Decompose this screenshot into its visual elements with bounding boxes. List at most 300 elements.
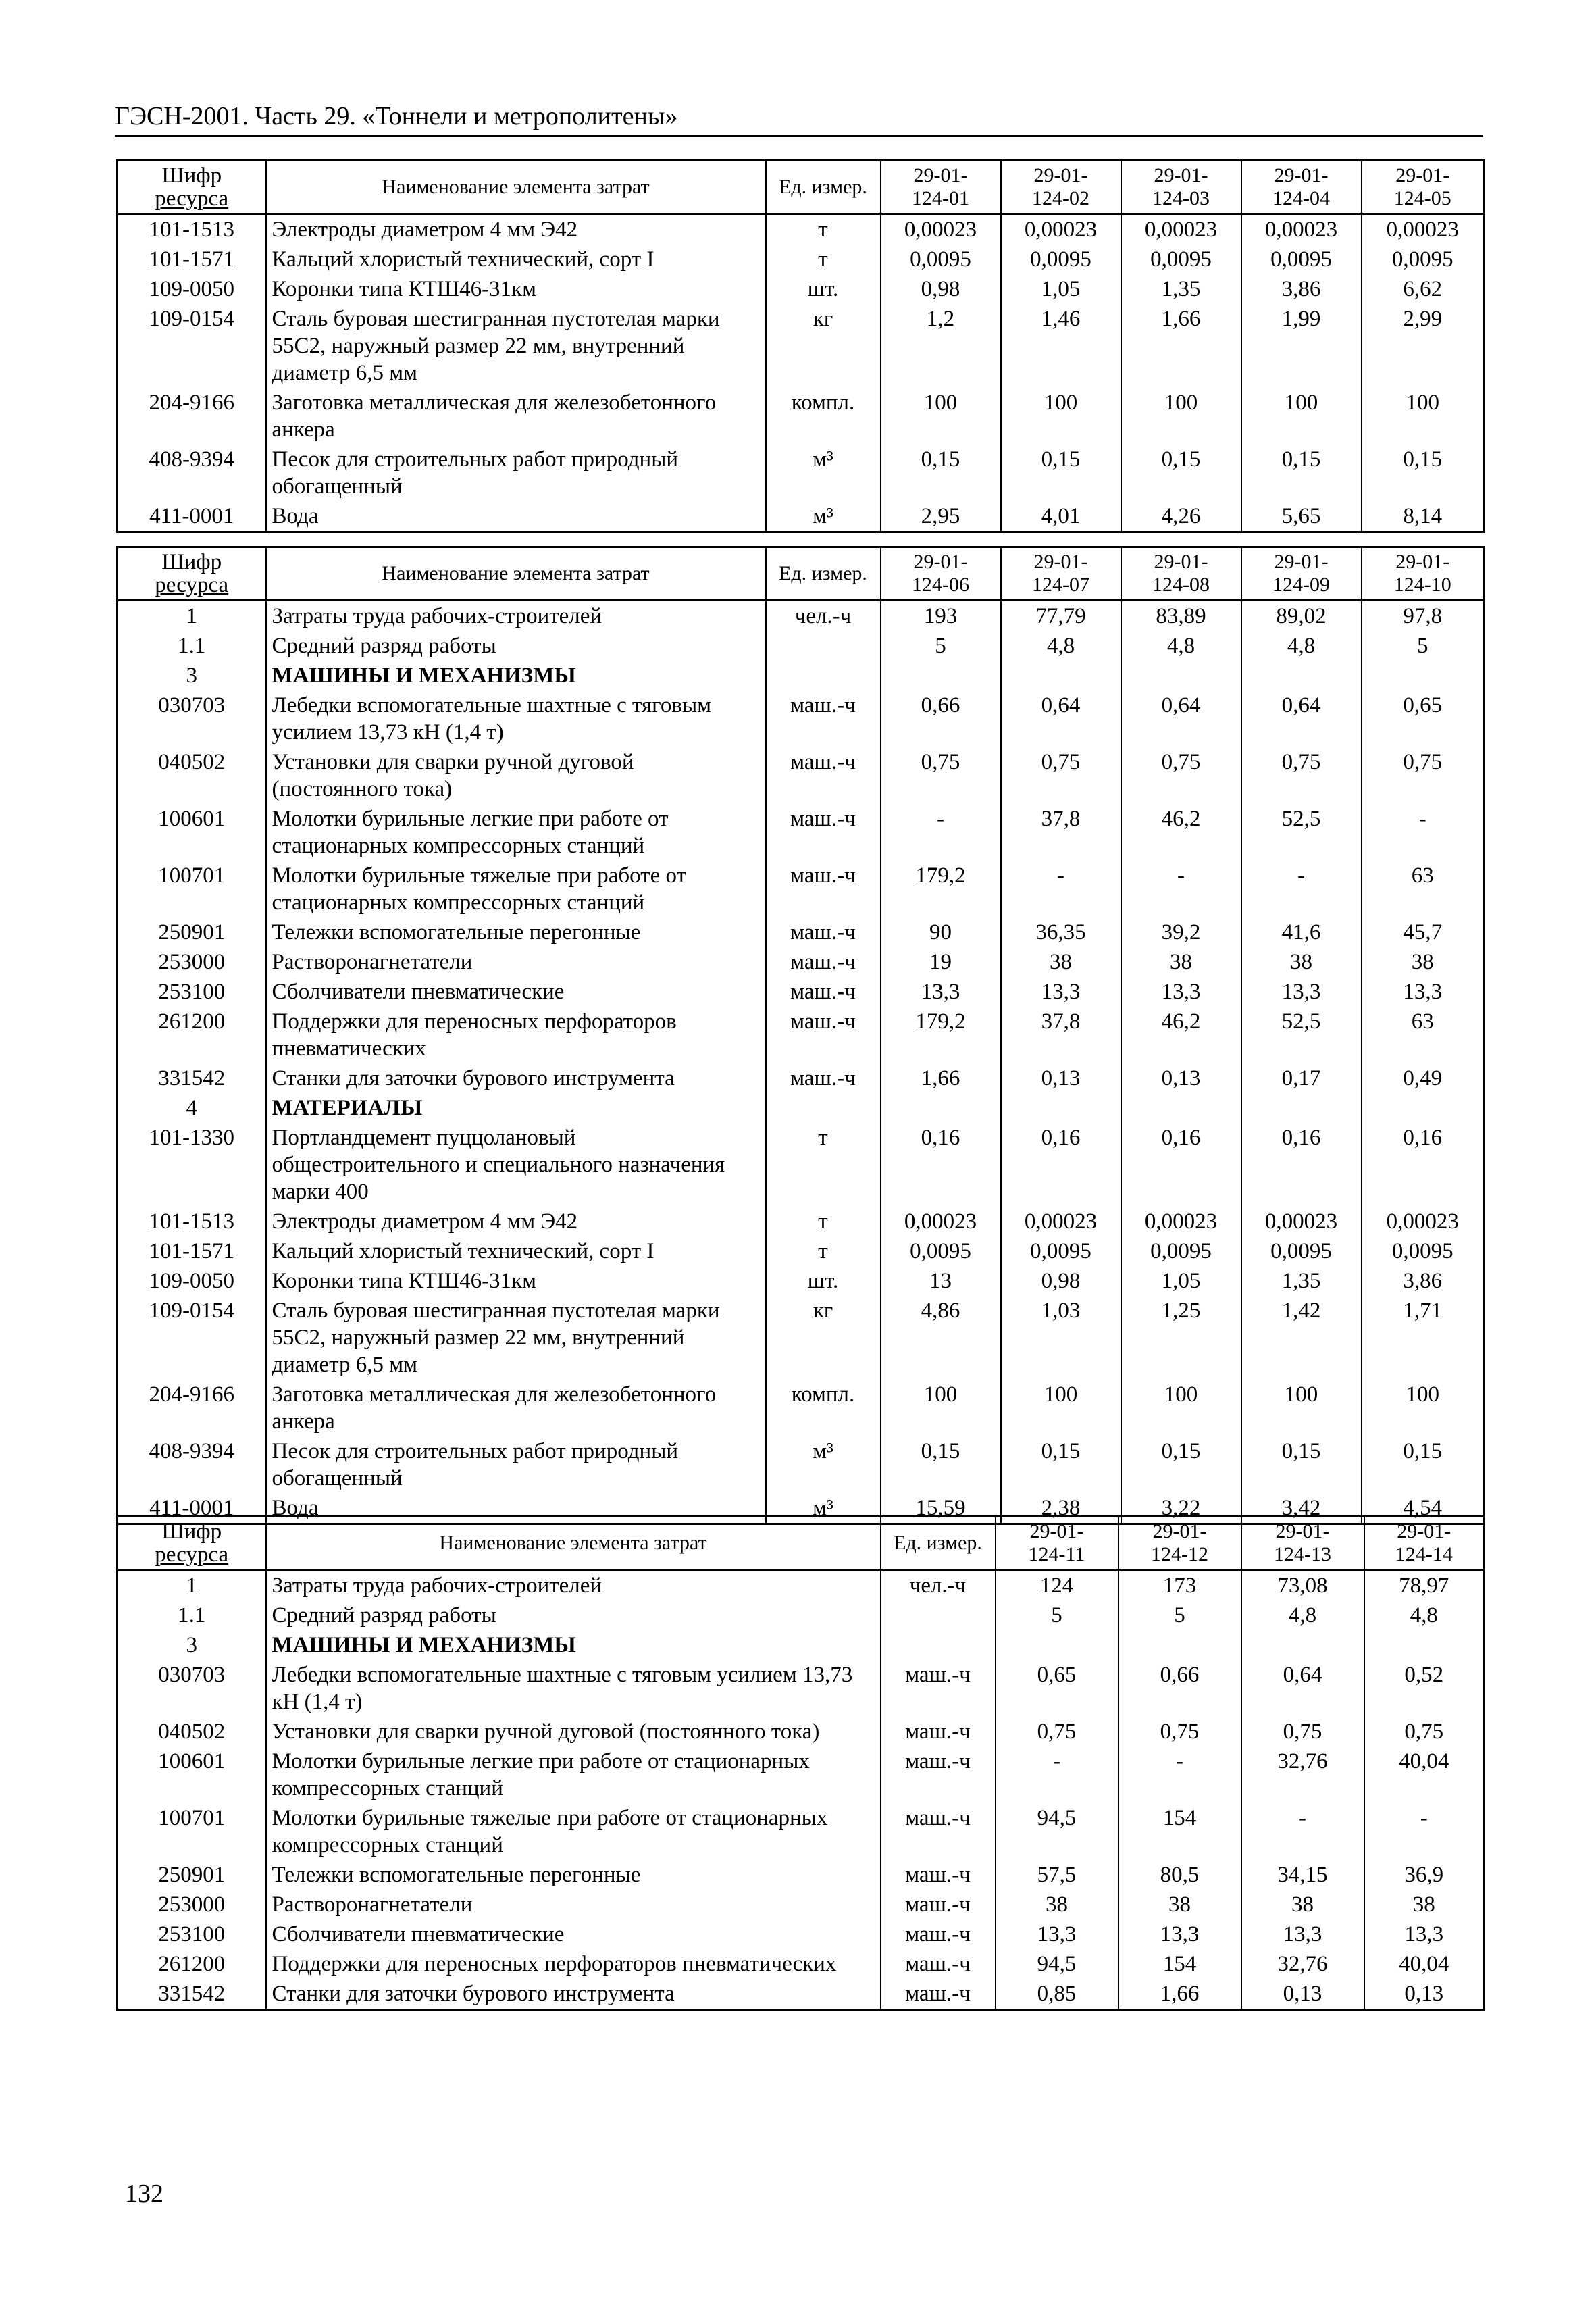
unit: кг xyxy=(766,1296,881,1380)
header-resource-code xyxy=(118,547,266,601)
page-header: ГЭСН-2001. Часть 29. «Тоннели и метрополитены» xyxy=(115,101,1483,137)
header-resource-code xyxy=(118,161,266,214)
value-cell: 0,65 xyxy=(1362,690,1485,747)
table-row xyxy=(118,631,1485,661)
value-cell: 46,2 xyxy=(1121,1007,1241,1063)
value-cell: 0,52 xyxy=(1364,1660,1485,1717)
header-norm-code xyxy=(881,547,1001,601)
header-norm-code xyxy=(1118,1517,1241,1570)
value-cell: 2,99 xyxy=(1362,304,1485,388)
norm-code-line1: 29-01- xyxy=(913,164,968,186)
norm-code-line2: 124-12 xyxy=(1151,1543,1208,1565)
element-name: Средний разряд работы xyxy=(266,631,766,661)
value-cell: 94,5 xyxy=(996,1949,1118,1979)
table-row xyxy=(118,1717,1485,1746)
value-cell: 4,54 xyxy=(1362,1493,1485,1524)
value-cell: 73,08 xyxy=(1241,1570,1364,1601)
element-name: Кальций хлористый технический, сорт I xyxy=(266,245,766,274)
value-cell: 2,95 xyxy=(881,501,1001,532)
norm-code-line2: 124-01 xyxy=(912,187,969,209)
header-code-line2: ресурса xyxy=(155,186,229,211)
value-cell: 15,59 xyxy=(881,1493,1001,1524)
resource-code: 408-9394 xyxy=(118,445,266,501)
value-cell xyxy=(1121,1093,1241,1123)
header-norm-code xyxy=(1001,547,1121,601)
table-row xyxy=(118,1979,1485,2010)
unit: маш.-ч xyxy=(766,861,881,917)
value-cell: 0,0095 xyxy=(1001,1236,1121,1266)
element-name: Сболчиватели пневматические xyxy=(266,977,766,1007)
resource-code: 253100 xyxy=(118,977,266,1007)
norm-code-line2: 124-09 xyxy=(1272,574,1330,596)
value-cell: 1,25 xyxy=(1121,1296,1241,1380)
value-cell: - xyxy=(881,804,1001,861)
resource-code: 1.1 xyxy=(118,1601,266,1630)
value-cell xyxy=(1001,1093,1121,1123)
unit: чел.-ч xyxy=(881,1570,996,1601)
norm-code-line2: 124-07 xyxy=(1032,574,1089,596)
header-code-line1: Шифр xyxy=(161,1519,222,1544)
value-cell: 0,13 xyxy=(1121,1063,1241,1093)
value-cell: 2,38 xyxy=(1001,1493,1121,1524)
element-name: Молотки бурильные тяжелые при работе от стационарных компрессорных станций xyxy=(266,861,766,917)
value-cell: 0,75 xyxy=(1001,747,1121,804)
value-cell: 0,75 xyxy=(1241,747,1362,804)
value-cell: 4,8 xyxy=(1241,631,1362,661)
header-norm-code xyxy=(881,161,1001,214)
unit: маш.-ч xyxy=(881,1660,996,1717)
value-cell: - xyxy=(1362,804,1485,861)
value-cell: 63 xyxy=(1362,1007,1485,1063)
value-cell: 4,8 xyxy=(1241,1601,1364,1630)
unit xyxy=(766,1093,881,1123)
value-cell: 179,2 xyxy=(881,1007,1001,1063)
element-name: Песок для строительных работ природный обогащенный xyxy=(266,1436,766,1493)
unit: м³ xyxy=(766,445,881,501)
value-cell: 0,0095 xyxy=(881,1236,1001,1266)
value-cell xyxy=(881,661,1001,690)
value-cell: 0,98 xyxy=(1001,1266,1121,1296)
table-row xyxy=(118,1660,1485,1717)
value-cell: 0,0095 xyxy=(1121,1236,1241,1266)
table-row xyxy=(118,947,1485,977)
header-element-name: Наименование элемента затрат xyxy=(266,161,766,214)
table-row xyxy=(118,445,1485,501)
resource-table-2 xyxy=(116,546,1485,1525)
value-cell: 0,00023 xyxy=(1001,214,1121,245)
value-cell: 124 xyxy=(996,1570,1118,1601)
norm-code-line1: 29-01- xyxy=(1274,551,1329,573)
header-unit: Ед. измер. xyxy=(881,1517,996,1570)
unit: маш.-ч xyxy=(766,690,881,747)
value-cell: 89,02 xyxy=(1241,601,1362,632)
section-row xyxy=(118,1630,1485,1660)
resource-code: 331542 xyxy=(118,1063,266,1093)
unit: маш.-ч xyxy=(881,1860,996,1890)
table-row xyxy=(118,1890,1485,1919)
resource-code: 101-1513 xyxy=(118,1207,266,1236)
value-cell: 94,5 xyxy=(996,1803,1118,1860)
value-cell: 32,76 xyxy=(1241,1949,1364,1979)
unit: маш.-ч xyxy=(881,1803,996,1860)
table-row xyxy=(118,1570,1485,1601)
table-row xyxy=(118,1803,1485,1860)
resource-code: 030703 xyxy=(118,690,266,747)
resource-code: 030703 xyxy=(118,1660,266,1717)
value-cell: 0,0095 xyxy=(1362,245,1485,274)
resource-code: 3 xyxy=(118,1630,266,1660)
value-cell xyxy=(1362,661,1485,690)
value-cell: 0,0095 xyxy=(1241,245,1362,274)
value-cell: 0,75 xyxy=(996,1717,1118,1746)
value-cell: 13,3 xyxy=(1118,1919,1241,1949)
value-cell: 3,42 xyxy=(1241,1493,1362,1524)
norm-code-line2: 124-02 xyxy=(1032,187,1089,209)
element-name: Установки для сварки ручной дуговой (постоянного тока) xyxy=(266,1717,881,1746)
value-cell: 0,64 xyxy=(1121,690,1241,747)
element-name: Тележки вспомогательные перегонные xyxy=(266,917,766,947)
value-cell: 154 xyxy=(1118,1803,1241,1860)
resource-code: 204-9166 xyxy=(118,1380,266,1436)
value-cell: 39,2 xyxy=(1121,917,1241,947)
resource-code: 411-0001 xyxy=(118,1493,266,1524)
value-cell xyxy=(1241,661,1362,690)
resource-code: 040502 xyxy=(118,1717,266,1746)
value-cell: 5 xyxy=(1118,1601,1241,1630)
value-cell: 0,00023 xyxy=(1121,1207,1241,1236)
unit: компл. xyxy=(766,1380,881,1436)
value-cell: - xyxy=(996,1746,1118,1803)
resource-code: 261200 xyxy=(118,1949,266,1979)
value-cell: 37,8 xyxy=(1001,804,1121,861)
resource-code: 109-0050 xyxy=(118,274,266,304)
value-cell: 0,16 xyxy=(1241,1123,1362,1207)
value-cell: 0,75 xyxy=(1362,747,1485,804)
resource-table-3 xyxy=(116,1515,1485,2011)
element-name: Коронки типа КТШ46-31км xyxy=(266,274,766,304)
resource-code: 101-1330 xyxy=(118,1123,266,1207)
norm-code-line1: 29-01- xyxy=(1395,551,1450,573)
value-cell: 154 xyxy=(1118,1949,1241,1979)
value-cell: 100 xyxy=(1121,388,1241,445)
value-cell: 1,2 xyxy=(881,304,1001,388)
value-cell: 0,15 xyxy=(881,1436,1001,1493)
value-cell: 0,85 xyxy=(996,1979,1118,2010)
unit: шт. xyxy=(766,274,881,304)
table-row xyxy=(118,861,1485,917)
value-cell: 1,05 xyxy=(1121,1266,1241,1296)
element-name: МАШИНЫ И МЕХАНИЗМЫ xyxy=(266,1630,881,1660)
value-cell xyxy=(1241,1093,1362,1123)
resource-code: 1 xyxy=(118,601,266,632)
element-name: Электроды диаметром 4 мм Э42 xyxy=(266,1207,766,1236)
table-row xyxy=(118,917,1485,947)
value-cell xyxy=(1364,1630,1485,1660)
value-cell: 38 xyxy=(996,1890,1118,1919)
element-name: Поддержки для переносных перфораторов пневматических xyxy=(266,1007,766,1063)
value-cell: 1,66 xyxy=(881,1063,1001,1093)
element-name: Кальций хлористый технический, сорт I xyxy=(266,1236,766,1266)
value-cell: 4,8 xyxy=(1001,631,1121,661)
value-cell: 100 xyxy=(1001,1380,1121,1436)
table-row xyxy=(118,690,1485,747)
element-name: Заготовка металлическая для железобетонного анкера xyxy=(266,388,766,445)
value-cell: 78,97 xyxy=(1364,1570,1485,1601)
element-name: Сболчиватели пневматические xyxy=(266,1919,881,1949)
value-cell: 97,8 xyxy=(1362,601,1485,632)
header-norm-code xyxy=(996,1517,1118,1570)
unit: маш.-ч xyxy=(881,1746,996,1803)
element-name: Затраты труда рабочих-строителей xyxy=(266,1570,881,1601)
value-cell: 3,22 xyxy=(1121,1493,1241,1524)
resource-code: 109-0154 xyxy=(118,304,266,388)
header-norm-code xyxy=(1001,161,1121,214)
value-cell: 100 xyxy=(1362,1380,1485,1436)
resource-code: 3 xyxy=(118,661,266,690)
value-cell: 6,62 xyxy=(1362,274,1485,304)
element-name: Растворонагнетатели xyxy=(266,947,766,977)
resource-code: 408-9394 xyxy=(118,1436,266,1493)
value-cell: 1,35 xyxy=(1241,1266,1362,1296)
value-cell: 1,99 xyxy=(1241,304,1362,388)
header-norm-code xyxy=(1121,547,1241,601)
norm-code-line2: 124-03 xyxy=(1152,187,1210,209)
value-cell: - xyxy=(1364,1803,1485,1860)
value-cell: 13 xyxy=(881,1266,1001,1296)
header-code-line2: ресурса xyxy=(155,573,229,597)
resource-code: 261200 xyxy=(118,1007,266,1063)
value-cell: 0,49 xyxy=(1362,1063,1485,1093)
unit xyxy=(881,1601,996,1630)
resource-code: 1.1 xyxy=(118,631,266,661)
value-cell: - xyxy=(1241,1803,1364,1860)
table-row xyxy=(118,747,1485,804)
resource-code: 100701 xyxy=(118,861,266,917)
header-unit: Ед. измер. xyxy=(766,161,881,214)
value-cell: 4,8 xyxy=(1364,1601,1485,1630)
table-row xyxy=(118,1207,1485,1236)
table-header-row xyxy=(118,161,1485,214)
unit: маш.-ч xyxy=(766,1063,881,1093)
unit: маш.-ч xyxy=(766,804,881,861)
value-cell: 0,0095 xyxy=(881,245,1001,274)
unit xyxy=(766,631,881,661)
value-cell: 83,89 xyxy=(1121,601,1241,632)
unit: кг xyxy=(766,304,881,388)
table-row xyxy=(118,1746,1485,1803)
header-norm-code xyxy=(1362,161,1485,214)
value-cell: 0,00023 xyxy=(1001,1207,1121,1236)
unit xyxy=(766,661,881,690)
table-row xyxy=(118,1063,1485,1093)
norm-code-line1: 29-01- xyxy=(1154,551,1208,573)
unit: м³ xyxy=(766,1493,881,1524)
unit: м³ xyxy=(766,501,881,532)
value-cell xyxy=(1001,661,1121,690)
value-cell: 0,15 xyxy=(1001,445,1121,501)
norm-code-line2: 124-14 xyxy=(1395,1543,1453,1565)
value-cell: 0,0095 xyxy=(1121,245,1241,274)
resource-code: 250901 xyxy=(118,917,266,947)
value-cell: 0,75 xyxy=(1241,1717,1364,1746)
element-name: МАТЕРИАЛЫ xyxy=(266,1093,766,1123)
resource-code: 109-0050 xyxy=(118,1266,266,1296)
value-cell: 1,46 xyxy=(1001,304,1121,388)
resource-code: 100701 xyxy=(118,1803,266,1860)
norm-code-line1: 29-01- xyxy=(1152,1520,1207,1542)
norm-code-line1: 29-01- xyxy=(1397,1520,1451,1542)
value-cell: 36,35 xyxy=(1001,917,1121,947)
section-row xyxy=(118,661,1485,690)
value-cell: 0,17 xyxy=(1241,1063,1362,1093)
value-cell: 1,03 xyxy=(1001,1296,1121,1380)
value-cell: - xyxy=(1241,861,1362,917)
table-row xyxy=(118,1860,1485,1890)
value-cell: 0,75 xyxy=(881,747,1001,804)
value-cell: 0,66 xyxy=(881,690,1001,747)
resource-code: 250901 xyxy=(118,1860,266,1890)
resource-code: 101-1571 xyxy=(118,245,266,274)
table-row xyxy=(118,1123,1485,1207)
element-name: Установки для сварки ручной дуговой (постоянного тока) xyxy=(266,747,766,804)
unit: маш.-ч xyxy=(881,1949,996,1979)
value-cell: 100 xyxy=(1001,388,1121,445)
table-row xyxy=(118,977,1485,1007)
resource-code: 100601 xyxy=(118,1746,266,1803)
value-cell: 8,14 xyxy=(1362,501,1485,532)
resource-table-1 xyxy=(116,159,1485,533)
value-cell: 100 xyxy=(1241,1380,1362,1436)
value-cell: 5 xyxy=(881,631,1001,661)
unit: т xyxy=(766,1123,881,1207)
value-cell: 13,3 xyxy=(1362,977,1485,1007)
table-row xyxy=(118,1919,1485,1949)
table-row xyxy=(118,1007,1485,1063)
value-cell: 77,79 xyxy=(1001,601,1121,632)
element-name: Средний разряд работы xyxy=(266,1601,881,1630)
table-row xyxy=(118,1380,1485,1436)
norm-code-line2: 124-11 xyxy=(1028,1543,1085,1565)
value-cell: 0,16 xyxy=(1121,1123,1241,1207)
value-cell: 13,3 xyxy=(1241,977,1362,1007)
value-cell: 0,75 xyxy=(1121,747,1241,804)
header-norm-code xyxy=(1241,161,1362,214)
value-cell: 13,3 xyxy=(1121,977,1241,1007)
value-cell: 13,3 xyxy=(1001,977,1121,1007)
unit: маш.-ч xyxy=(766,947,881,977)
resource-code: 101-1513 xyxy=(118,214,266,245)
header-code-line1: Шифр xyxy=(161,550,222,574)
value-cell: 0,00023 xyxy=(1362,1207,1485,1236)
element-name: Станки для заточки бурового инструмента xyxy=(266,1979,881,2010)
norm-code-line2: 124-04 xyxy=(1272,187,1330,209)
value-cell: 52,5 xyxy=(1241,1007,1362,1063)
value-cell: 38 xyxy=(1001,947,1121,977)
value-cell xyxy=(1241,1630,1364,1660)
unit: маш.-ч xyxy=(881,1717,996,1746)
value-cell: 45,7 xyxy=(1362,917,1485,947)
table-row xyxy=(118,1949,1485,1979)
value-cell: 0,00023 xyxy=(1241,1207,1362,1236)
table-header-row xyxy=(118,1517,1485,1570)
value-cell: 179,2 xyxy=(881,861,1001,917)
element-name: Электроды диаметром 4 мм Э42 xyxy=(266,214,766,245)
value-cell: 0,65 xyxy=(996,1660,1118,1717)
table-row xyxy=(118,245,1485,274)
table-row xyxy=(118,1296,1485,1380)
norm-code-line2: 124-08 xyxy=(1152,574,1210,596)
norm-code-line1: 29-01- xyxy=(1033,551,1088,573)
element-name: Затраты труда рабочих-строителей xyxy=(266,601,766,632)
unit xyxy=(881,1630,996,1660)
value-cell: 0,0095 xyxy=(1241,1236,1362,1266)
value-cell: 100 xyxy=(1362,388,1485,445)
resource-code: 040502 xyxy=(118,747,266,804)
value-cell: 37,8 xyxy=(1001,1007,1121,1063)
value-cell: 0,66 xyxy=(1118,1660,1241,1717)
value-cell: 90 xyxy=(881,917,1001,947)
value-cell xyxy=(996,1630,1118,1660)
value-cell: 13,3 xyxy=(1364,1919,1485,1949)
unit: маш.-ч xyxy=(766,917,881,947)
table-row xyxy=(118,601,1485,632)
resource-code: 411-0001 xyxy=(118,501,266,532)
value-cell: 3,86 xyxy=(1241,274,1362,304)
value-cell: 4,8 xyxy=(1121,631,1241,661)
value-cell: 1,71 xyxy=(1362,1296,1485,1380)
norm-code-line1: 29-01- xyxy=(1274,164,1329,186)
value-cell: 0,75 xyxy=(1364,1717,1485,1746)
table-row xyxy=(118,1236,1485,1266)
element-name: Лебедки вспомогательные шахтные с тяговым усилием 13,73 кН (1,4 т) xyxy=(266,1660,881,1717)
value-cell: 0,13 xyxy=(1001,1063,1121,1093)
norm-code-line2: 124-10 xyxy=(1393,574,1451,596)
table-row xyxy=(118,1436,1485,1493)
norm-code-line1: 29-01- xyxy=(1275,1520,1330,1542)
value-cell: 0,00023 xyxy=(1121,214,1241,245)
norm-code-line1: 29-01- xyxy=(1033,164,1088,186)
element-name: Заготовка металлическая для железобетонного анкера xyxy=(266,1380,766,1436)
element-name: Тележки вспомогательные перегонные xyxy=(266,1860,881,1890)
unit: маш.-ч xyxy=(766,1007,881,1063)
value-cell: 52,5 xyxy=(1241,804,1362,861)
table-row xyxy=(118,804,1485,861)
unit: т xyxy=(766,245,881,274)
value-cell: 0,15 xyxy=(1241,445,1362,501)
value-cell: 173 xyxy=(1118,1570,1241,1601)
value-cell: 40,04 xyxy=(1364,1949,1485,1979)
value-cell: 0,00023 xyxy=(1241,214,1362,245)
header-norm-code xyxy=(1241,1517,1364,1570)
value-cell: 36,9 xyxy=(1364,1860,1485,1890)
value-cell: 0,00023 xyxy=(881,214,1001,245)
element-name: Вода xyxy=(266,501,766,532)
header-resource-code xyxy=(118,1517,266,1570)
value-cell: 0,15 xyxy=(1001,1436,1121,1493)
value-cell: - xyxy=(1118,1746,1241,1803)
resource-code: 4 xyxy=(118,1093,266,1123)
value-cell: 4,86 xyxy=(881,1296,1001,1380)
resource-code: 253100 xyxy=(118,1919,266,1949)
norm-code-line1: 29-01- xyxy=(1395,164,1450,186)
norm-code-line2: 124-06 xyxy=(912,574,969,596)
value-cell: 100 xyxy=(881,1380,1001,1436)
value-cell: 0,0095 xyxy=(1001,245,1121,274)
value-cell: 5,65 xyxy=(1241,501,1362,532)
table-row xyxy=(118,214,1485,245)
unit: маш.-ч xyxy=(766,977,881,1007)
value-cell: 38 xyxy=(1362,947,1485,977)
